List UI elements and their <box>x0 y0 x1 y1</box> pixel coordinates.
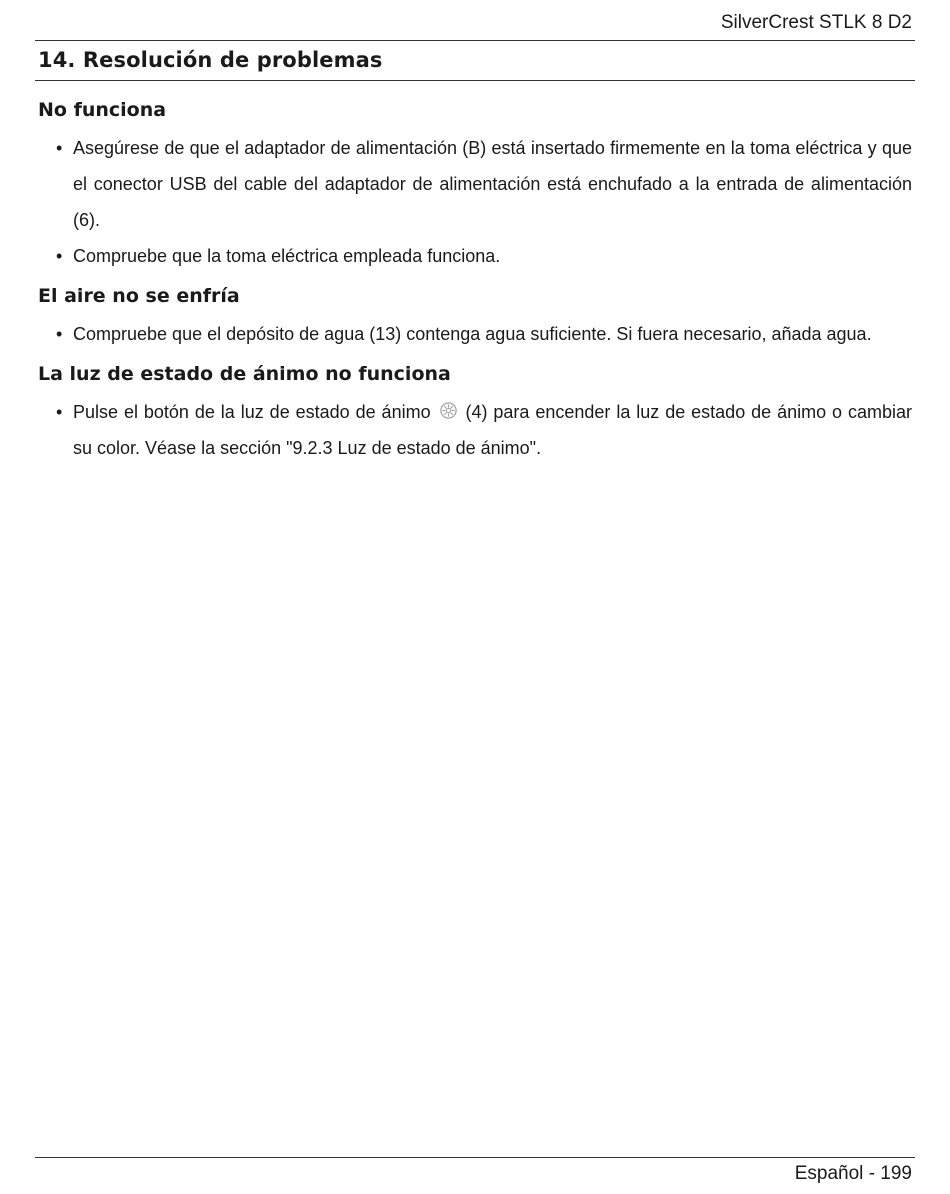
list-item-text: Compruebe que la toma eléctrica empleada funciona. <box>73 246 501 266</box>
document-body <box>38 96 912 474</box>
footer-divider <box>35 1157 915 1158</box>
list-item <box>38 130 912 238</box>
footer-separator: - <box>868 1163 876 1184</box>
bullet-icon: • <box>56 324 63 344</box>
footer-language: Español <box>794 1163 864 1184</box>
list-item-text-after-icon: (4) para encender la luz de estado de ánimo o cambiar su color. Véase la sección "9.2.3 Luz de estado de ánimo". <box>73 402 912 458</box>
header-product-name: SilverCrest STLK 8 D2 <box>720 12 912 33</box>
footer-page-number: 199 <box>880 1163 912 1184</box>
bullet-list-luz-estado-animo <box>38 394 912 466</box>
subheading-aire-no-enfria: El aire no se enfría <box>38 285 240 307</box>
list-item <box>38 316 912 352</box>
list-item-text-before-icon: Pulse el botón de la luz de estado de ánimo <box>73 402 431 422</box>
bullet-icon: • <box>56 402 63 422</box>
subheading-no-funciona: No funciona <box>38 99 167 121</box>
subheading-luz-estado-animo: La luz de estado de ánimo no funciona <box>38 363 451 385</box>
bullet-icon: • <box>56 246 63 266</box>
header-divider <box>35 40 915 41</box>
list-item <box>38 238 912 274</box>
footer-page-label <box>795 1163 912 1185</box>
section-title-divider <box>35 80 915 81</box>
bullet-list-no-funciona <box>38 130 912 274</box>
list-item-text: Asegúrese de que el adaptador de alimentación (B) está insertado firmemente en la toma eléctrica y que el conector USB del cable del adaptador de alimentación está enchufado a la entrada de alimentación (6). <box>73 138 912 230</box>
list-item-text: Compruebe que el depósito de agua (13) contenga agua suficiente. Si fuera necesario, añada agua. <box>73 324 872 344</box>
list-item <box>38 394 912 466</box>
bullet-icon: • <box>56 138 63 158</box>
mood-light-icon <box>439 401 458 420</box>
section-title: 14. Resolución de problemas <box>38 48 383 72</box>
bullet-list-aire-no-enfria <box>38 316 912 352</box>
